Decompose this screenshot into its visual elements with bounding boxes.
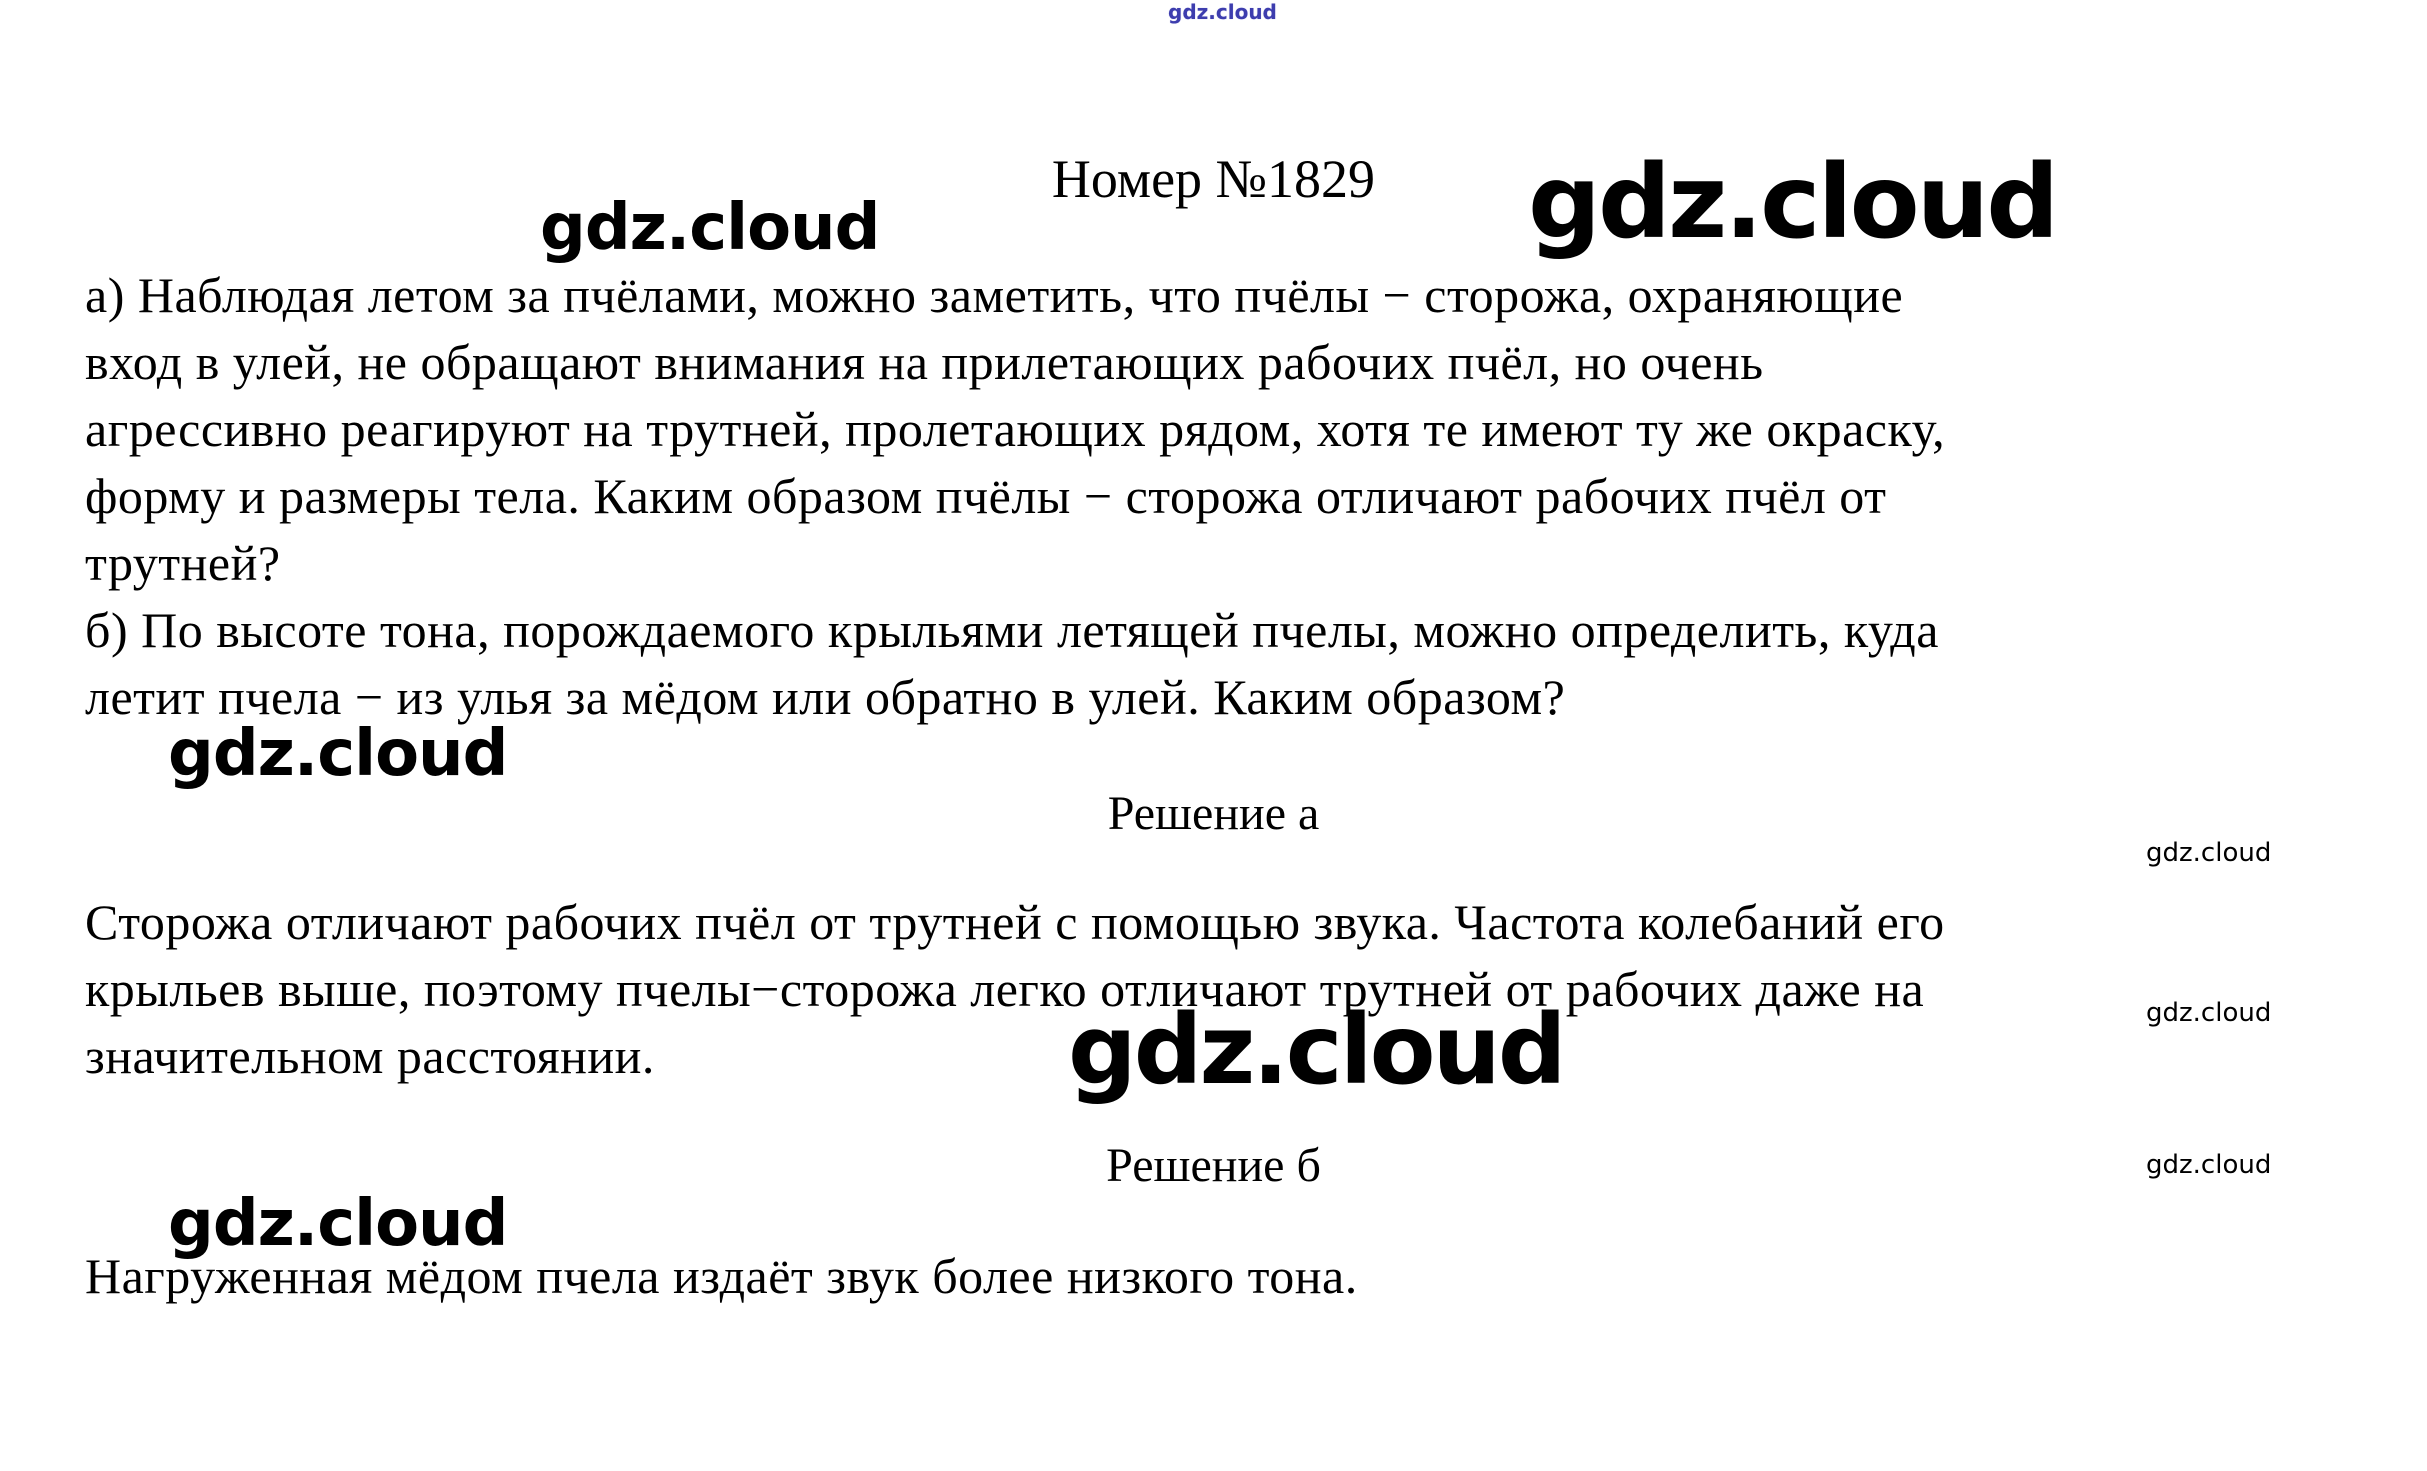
watermark-right-small-3: gdz.cloud [2146, 1150, 2272, 1180]
page-title: Номер №1829 [1051, 149, 1376, 209]
watermark-bottom-left: gdz.cloud [168, 1187, 508, 1261]
solution-a-text [85, 889, 2367, 1090]
text-line: агрессивно реагируют на трутней, пролетающих рядом, хотя те имеют ту же окраску, [85, 401, 1946, 457]
text-line: значительном расстоянии. [85, 1028, 655, 1084]
solution-b-heading: Решение б [1106, 1139, 1321, 1192]
text-line: б) По высоте тона, порождаемого крыльями летящей пчелы, можно определить, куда [85, 602, 1939, 658]
watermark-middle-left: gdz.cloud [168, 717, 508, 791]
watermark-top-center: gdz.cloud [1168, 0, 1277, 24]
solution-b-text [85, 1243, 2367, 1310]
watermark-title-left: gdz.cloud [540, 191, 880, 265]
watermark-right-small-2: gdz.cloud [2146, 998, 2272, 1028]
text-line: форму и размеры тела. Каким образом пчёлы − сторожа отличают рабочих пчёл от [85, 468, 1887, 524]
watermark-top-right: gdz.cloud [1528, 143, 2057, 262]
text-line: Нагруженная мёдом пчела издаёт звук более низкого тона. [85, 1248, 1358, 1304]
watermark-right-small-1: gdz.cloud [2146, 838, 2272, 868]
text-line: крыльев выше, поэтому пчелы−сторожа легко отличают трутней от рабочих даже на [85, 961, 1925, 1017]
problem-statement [85, 262, 2367, 731]
text-line: Сторожа отличают рабочих пчёл от трутней с помощью звука. Частота колебаний его [85, 894, 1945, 950]
solution-a-heading: Решение а [1107, 787, 1320, 840]
text-line: летит пчела − из улья за мёдом или обратно в улей. Каким образом? [85, 669, 1566, 725]
watermark-center-large: gdz.cloud [1068, 994, 1564, 1106]
text-line: а) Наблюдая летом за пчёлами, можно заметить, что пчёлы − сторожа, охраняющие [85, 267, 1904, 323]
text-line: трутней? [85, 535, 281, 591]
text-line: вход в улей, не обращают внимания на прилетающих рабочих пчёл, но очень [85, 334, 1764, 390]
